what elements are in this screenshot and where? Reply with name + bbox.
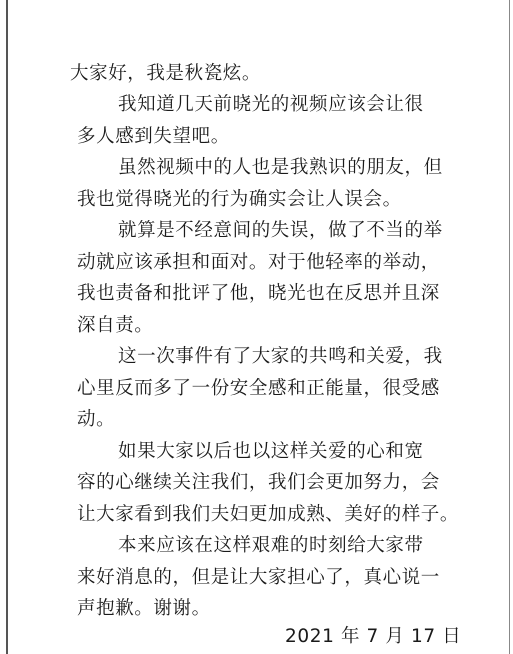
paragraph-3-line-3: 我也责备和批评了他，晓光也在反思并且深 <box>77 283 440 304</box>
letter-date: 2021 年 7 月 17 日 <box>285 626 462 647</box>
paragraph-3-line-1: 就算是不经意间的失误，做了不当的举 <box>118 220 443 241</box>
paragraph-4-line-2: 心里反而多了一份安全感和正能量，很受感 <box>77 378 440 399</box>
paragraph-2-line-2: 我也觉得晓光的行为确实会让人误会。 <box>77 189 402 210</box>
paragraph-3-line-2: 动就应该承担和面对。对于他轻率的举动， <box>77 252 440 273</box>
page-border-left <box>6 0 8 654</box>
paragraph-6-line-2: 来好消息的，但是让大家担心了，真心说一 <box>77 567 440 588</box>
page-border-right <box>509 0 510 654</box>
paragraph-1-line-2: 多人感到失望吧。 <box>77 126 230 147</box>
paragraph-6-line-1: 本来应该在这样艰难的时刻给大家带 <box>118 535 424 556</box>
greeting: 大家好，我是秋瓷炫。 <box>70 63 262 84</box>
paragraph-3-line-4: 深自责。 <box>77 315 154 336</box>
paragraph-4-line-3: 动。 <box>77 409 116 430</box>
paragraph-1-line-1: 我知道几天前晓光的视频应该会让很 <box>118 94 424 115</box>
paragraph-2-line-1: 虽然视频中的人也是我熟识的朋友，但 <box>118 157 443 178</box>
paragraph-5-line-3: 让大家看到我们夫妇更加成熟、美好的样子。 <box>77 504 460 525</box>
paragraph-6-line-3: 声抱歉。谢谢。 <box>77 598 211 619</box>
paragraph-4-line-1: 这一次事件有了大家的共鸣和关爱，我 <box>118 346 443 367</box>
paragraph-5-line-2: 容的心继续关注我们，我们会更加努力，会 <box>77 472 440 493</box>
paragraph-5-line-1: 如果大家以后也以这样关爱的心和宽 <box>118 441 424 462</box>
